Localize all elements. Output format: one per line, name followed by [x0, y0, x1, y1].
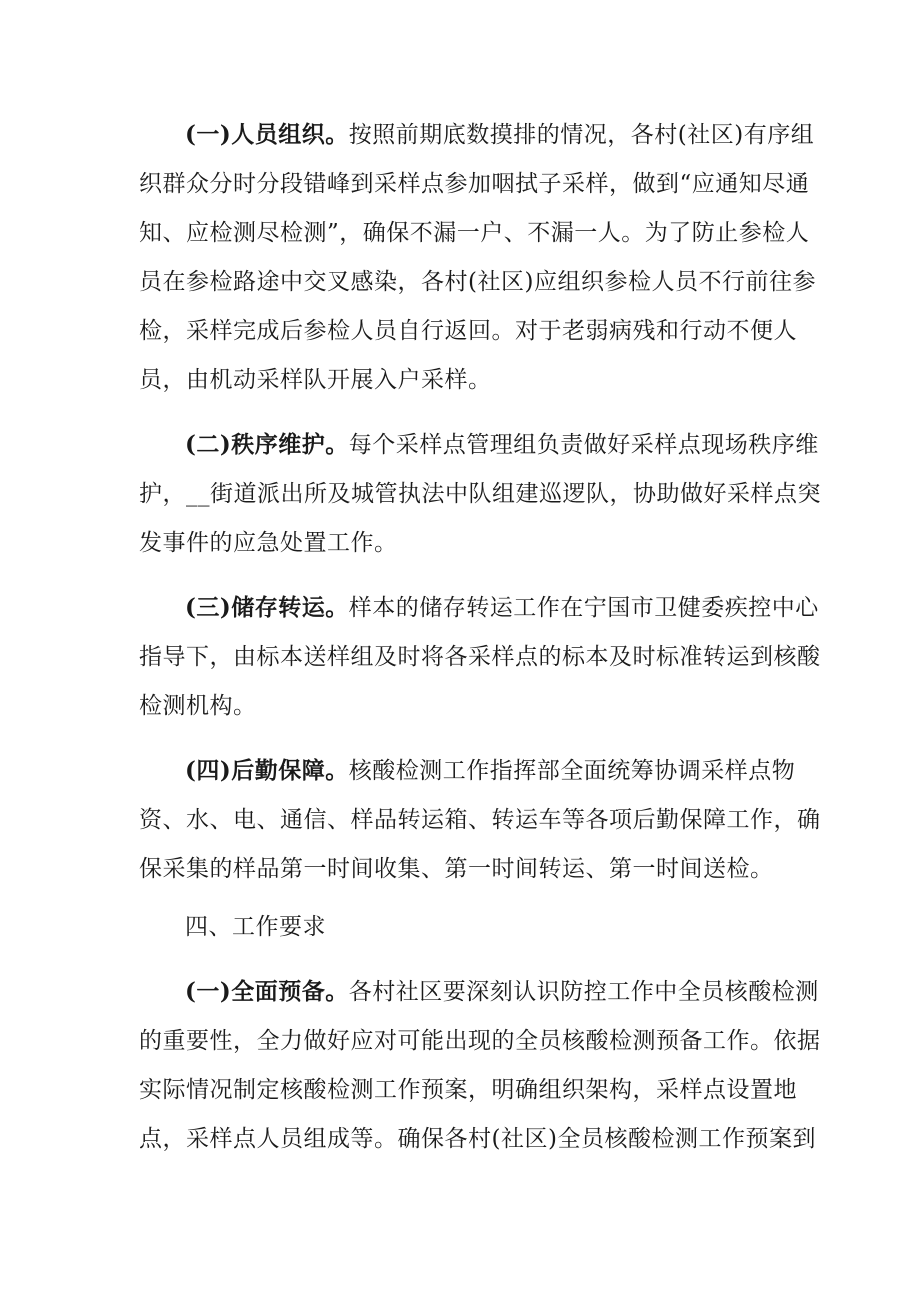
- paragraph-4-heading: (四)后勤保障。: [185, 757, 349, 784]
- paragraph-4-line-2: 资、水、电、通信、样品转运箱、转运车等各项后勤保障工作，确: [139, 807, 821, 833]
- paragraph-2-heading: (二)秩序维护。: [185, 431, 349, 458]
- paragraph-4-line-1: [185, 751, 795, 791]
- paragraph-5-line-3: 实际情况制定核酸检测工作预案，明确组织架构，采样点设置地: [139, 1077, 797, 1103]
- paragraph-4-text: 核酸检测工作指挥部全面统筹协调采样点物: [348, 758, 796, 784]
- paragraph-1-line-1: [185, 115, 814, 155]
- paragraph-1-line-5: 检，采样完成后参检人员自行返回。对于老弱病残和行动不便人: [139, 318, 797, 344]
- paragraph-2-line-2: 护，__街道派出所及城管执法中队组建巡逻队，协助做好采样点突: [139, 481, 821, 507]
- paragraph-2-line-1: [185, 425, 819, 465]
- paragraph-1-line-4: 员在参检路途中交叉感染，各村(社区)应组织参检人员不行前往参: [139, 269, 816, 295]
- paragraph-1-text: 按照前期底数摸排的情况，各村(社区)有序组: [348, 122, 815, 148]
- paragraph-1-heading: (一)人员组织。: [185, 121, 349, 148]
- paragraph-3-heading: (三)储存转运。: [185, 594, 349, 621]
- paragraph-3-line-1: [185, 588, 819, 628]
- paragraph-1-line-3: 知、应检测尽检测”，确保不漏一户、不漏一人。为了防止参检人: [139, 220, 810, 246]
- paragraph-3-line-3: 检测机构。: [139, 693, 257, 719]
- paragraph-5-line-4: 点，采样点人员组成等。确保各村(社区)全员核酸检测工作预案到: [139, 1126, 816, 1152]
- paragraph-5-text: 各村社区要深刻认识防控工作中全员核酸检测: [348, 979, 819, 1005]
- paragraph-5-line-2: 的重要性，全力做好应对可能出现的全员核酸检测预备工作。依据: [139, 1028, 821, 1054]
- paragraph-5-line-1: [185, 972, 819, 1012]
- paragraph-1-line-6: 员，由机动采样队开展入户采样。: [139, 367, 492, 393]
- paragraph-3-line-2: 指导下，由标本送样组及时将各采样点的标本及时标准转运到核酸: [139, 644, 821, 670]
- paragraph-2-line-3: 发事件的应急处置工作。: [139, 530, 398, 556]
- paragraph-4-line-3: 保采集的样品第一时间收集、第一时间转运、第一时间送检。: [139, 856, 774, 882]
- paragraph-3-text: 样本的储存转运工作在宁国市卫健委疾控中心: [348, 595, 819, 621]
- paragraph-2-text: 每个采样点管理组负责做好采样点现场秩序维: [348, 432, 819, 458]
- paragraph-5-heading: (一)全面预备。: [185, 978, 349, 1005]
- paragraph-1-line-2: 织群众分时分段错峰到采样点参加咽拭子采样，做到“应通知尽通: [139, 171, 810, 197]
- section-heading: 四、工作要求: [185, 914, 326, 940]
